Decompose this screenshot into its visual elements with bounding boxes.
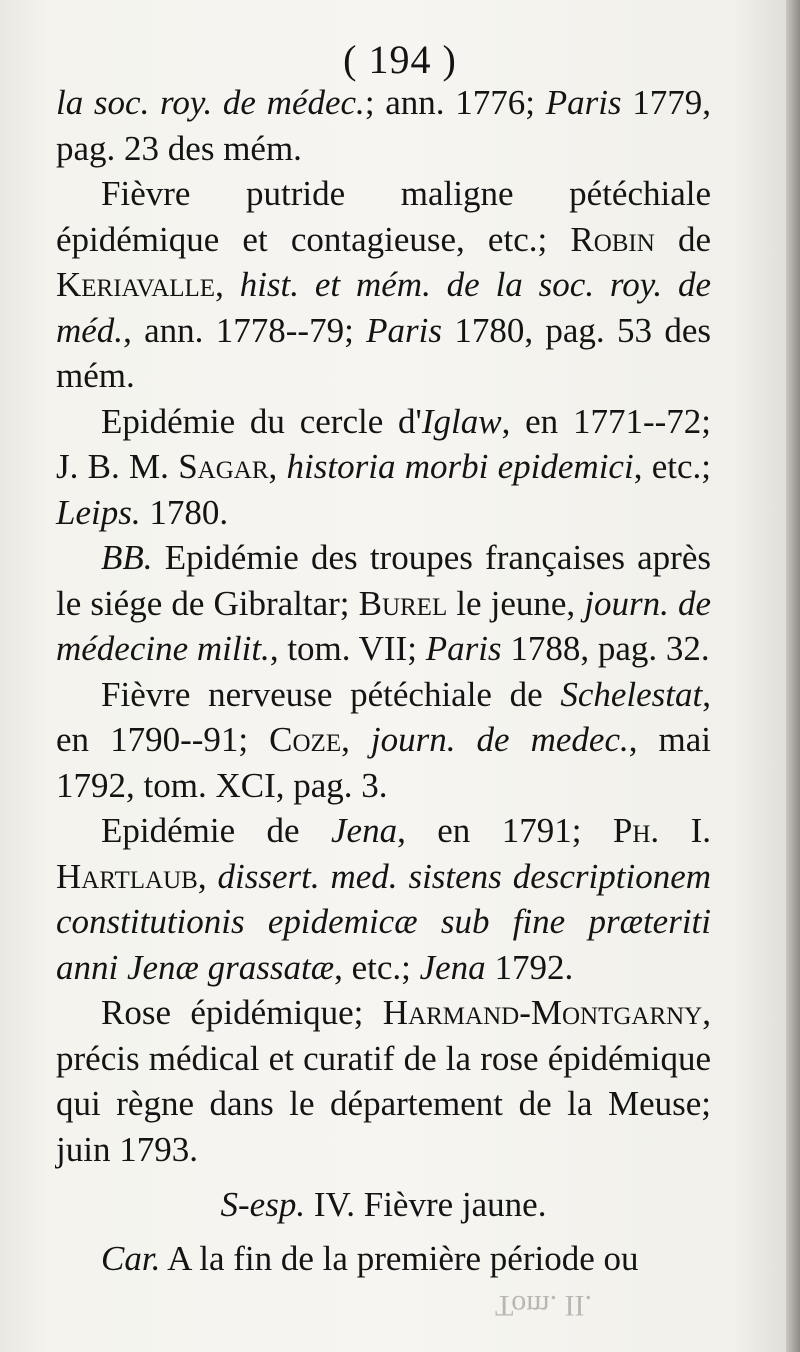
italic-text: Paris [425, 629, 502, 668]
italic-text: dissert. med. sistens descriptionem constitutionis epidemicæ sub fine præteriti anni Jenæ grassatæ [56, 856, 712, 987]
paragraph [56, 808, 711, 990]
text-run: Rose épidémique; [101, 993, 383, 1032]
text-run: de [654, 219, 711, 259]
text-run: A la fin de la première période ou [160, 1238, 639, 1278]
italic-text: Schelestat [560, 674, 703, 714]
paragraph-characteristics [56, 1236, 711, 1282]
author-name: Harmand-Montgarny [382, 993, 703, 1032]
text-run: 1779, pag. 23 des mém. [56, 83, 712, 168]
text-run: , en 1790--91; [56, 674, 711, 759]
italic-text: Paris [366, 310, 442, 350]
text-run: le jeune, [447, 583, 585, 623]
italic-text: journ. de medec. [370, 720, 629, 759]
text-run: 1780, pag. 53 des mém. [56, 310, 711, 395]
author-name: Ph. I. Hartlaub [56, 811, 711, 896]
paragraph [56, 80, 711, 171]
text-run: , [197, 856, 218, 896]
text-run: 1788, pag. 32. [501, 629, 710, 668]
italic-text: S-esp. [220, 1185, 306, 1224]
text-run: Epidémie du cercle d' [101, 401, 422, 441]
page-body [56, 80, 711, 1281]
text-run: , précis médical et curatif de la rose épidémique qui règne dans le département de la Meuse; juin 1793. [56, 993, 711, 1169]
author-name: Keriavalle [56, 265, 216, 304]
italic-text: hist. et mém. de la soc. roy. de méd. [56, 265, 711, 350]
bibliography-entries [56, 80, 711, 1172]
italic-text: historia morbi epidemici [286, 447, 634, 486]
paragraph [56, 399, 711, 536]
text-run: Epidémie de [101, 811, 332, 850]
text-run: , [215, 265, 240, 304]
text-run: , [341, 720, 371, 759]
page-edge [786, 0, 800, 1352]
italic-text: Car. [101, 1238, 161, 1278]
text-run: IV. Fièvre jaune. [305, 1185, 547, 1224]
author-name: Coze [269, 720, 342, 759]
text-run: 1792. [485, 947, 574, 987]
italic-text: Leips. [56, 492, 141, 532]
text-run: , tom. VII; [269, 629, 426, 668]
paragraph [56, 535, 711, 672]
text-run: , mai 1792, tom. XCI, pag. 3. [56, 720, 712, 805]
text-run: Epidémie des troupes françaises après le siége de Gibraltar; [56, 538, 711, 623]
paragraph [56, 171, 711, 399]
text-run: , en 1791; [397, 811, 613, 850]
text-run: , ann. 1778--79; [123, 310, 367, 350]
text-run: , [268, 447, 287, 486]
text-run: Fièvre nerveuse pétéchiale de [101, 674, 561, 714]
paragraph [56, 990, 711, 1172]
italic-text: la soc. roy. de médec. [56, 83, 365, 122]
italic-text: Paris [545, 83, 622, 122]
text-run: 1780. [140, 492, 229, 532]
text-run: Fièvre putride maligne pétéchiale épidémique et contagieuse, etc.; [56, 174, 711, 259]
text-run: , etc.; [334, 947, 420, 987]
text-run: , etc.; [633, 447, 711, 486]
page-number: ( 194 ) [343, 37, 457, 82]
italic-text: journ. de médecine milit. [56, 583, 711, 668]
text-run: , en 1771--72; J. B. M. [56, 401, 711, 486]
bleed-through-text: Tom. II. [495, 1289, 593, 1322]
author-name: Sagar [178, 447, 269, 486]
text-run: ; ann. 1776; [364, 83, 546, 122]
author-name: Robin [570, 219, 655, 259]
paragraph [56, 672, 711, 809]
italic-text: Jena [419, 947, 486, 987]
italic-text: Jena [331, 811, 398, 850]
italic-text: BB. [101, 538, 153, 577]
italic-text: Iglaw [421, 401, 502, 441]
section-heading [56, 1182, 711, 1228]
author-name: Burel [358, 583, 448, 623]
